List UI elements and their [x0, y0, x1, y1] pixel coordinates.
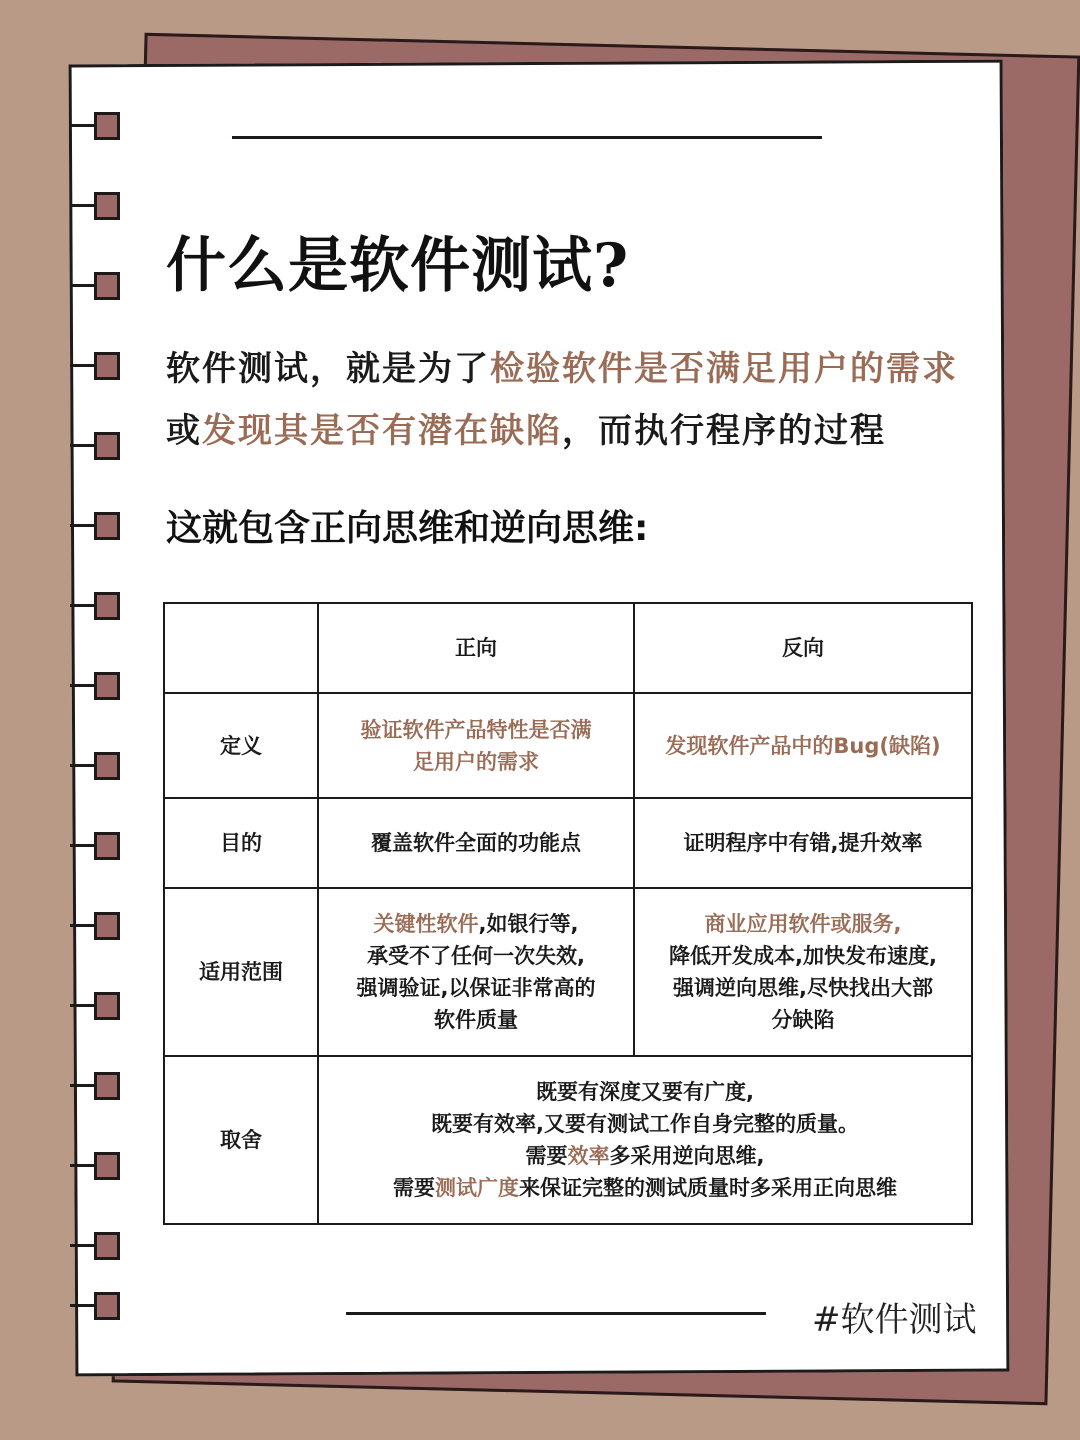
intro-text: ，而执行程序的过程 [562, 411, 886, 451]
reverse-cell [634, 888, 972, 1056]
intro-text: 软件测试，就是为了 [166, 349, 490, 389]
binding-ring [66, 350, 124, 384]
binding-ring [66, 750, 124, 784]
intro-highlight: 发现其是否有潜在缺陷 [202, 411, 562, 451]
comparison-table [163, 602, 973, 1225]
binding-ring [66, 910, 124, 944]
cell-line: 软件质量 [434, 1008, 518, 1032]
binding-ring [66, 190, 124, 224]
binding-ring [66, 1070, 124, 1104]
reverse-cell [634, 798, 972, 888]
binding-ring [66, 270, 124, 304]
cell-line: 强调逆向思维,尽快找出大部 [673, 976, 933, 1000]
binding-ring [66, 510, 124, 544]
forward-cell [318, 798, 634, 888]
cell-line [329, 1172, 961, 1204]
section-subtitle: 这就包含正向思维和逆向思维: [166, 508, 649, 549]
bottom-divider [346, 1312, 766, 1315]
table-row [164, 1056, 972, 1224]
cell-text: 来保证完整的测试质量时多采用正向思维 [519, 1176, 897, 1200]
row-label: 取舍 [164, 1056, 318, 1224]
cell-line [329, 908, 623, 940]
binding-ring [66, 990, 124, 1024]
spiral-binding [66, 110, 136, 1330]
binding-ring [66, 590, 124, 624]
cell-line: 承受不了任何一次失效, [367, 944, 585, 968]
binding-ring [66, 1150, 124, 1184]
cell-line: 发现软件产品中的Bug(缺陷) [665, 733, 941, 758]
table-header-row [164, 603, 972, 693]
table-row [164, 693, 972, 798]
cell-text: 需要 [525, 1144, 568, 1168]
cell-line: 既要有深度又要有广度, [536, 1080, 754, 1104]
cell-line: 强调验证,以保证非常高的 [356, 976, 596, 1000]
cell-highlight: 关键性软件 [373, 912, 479, 936]
cell-line: 足用户的需求 [413, 749, 539, 774]
table-header-cell [164, 603, 318, 693]
cell-line: 商业应用软件或服务, [704, 912, 902, 936]
row-label: 目的 [164, 798, 318, 888]
table-row [164, 798, 972, 888]
row-label: 适用范围 [164, 888, 318, 1056]
table-header-cell: 反向 [634, 603, 972, 693]
table-row [164, 888, 972, 1056]
merged-cell [318, 1056, 972, 1224]
binding-ring [66, 1230, 124, 1264]
cell-line [329, 1140, 961, 1172]
binding-ring [66, 430, 124, 464]
intro-highlight: 检验软件是否满足用户的需求 [490, 349, 958, 389]
binding-ring [66, 1290, 124, 1324]
cell-line: 既要有效率,又要有测试工作自身完整的质量。 [431, 1112, 859, 1136]
binding-ring [66, 110, 124, 144]
forward-cell [318, 888, 634, 1056]
cell-text: ,如银行等, [478, 912, 579, 936]
cell-highlight: 测试广度 [435, 1176, 519, 1200]
cell-line: 覆盖软件全面的功能点 [371, 831, 581, 855]
intro-text: 或 [166, 411, 202, 451]
cell-line: 分缺陷 [771, 1008, 835, 1032]
binding-ring [66, 830, 124, 864]
cell-text: 需要 [393, 1176, 435, 1200]
reverse-cell [634, 693, 972, 798]
cell-line: 降低开发成本,加快发布速度, [669, 944, 937, 968]
table-header-cell: 正向 [318, 603, 634, 693]
row-label: 定义 [164, 693, 318, 798]
cell-text: 多采用逆向思维, [609, 1144, 765, 1168]
binding-ring [66, 670, 124, 704]
cell-highlight: 效率 [567, 1144, 610, 1168]
hashtag[interactable]: #软件测试 [812, 1300, 977, 1340]
forward-cell [318, 693, 634, 798]
top-divider [232, 136, 822, 139]
intro-paragraph [166, 338, 966, 462]
page-title: 什么是软件测试? [166, 231, 630, 301]
cell-line: 证明程序中有错,提升效率 [683, 831, 923, 855]
cell-line: 验证软件产品特性是否满 [360, 717, 592, 742]
